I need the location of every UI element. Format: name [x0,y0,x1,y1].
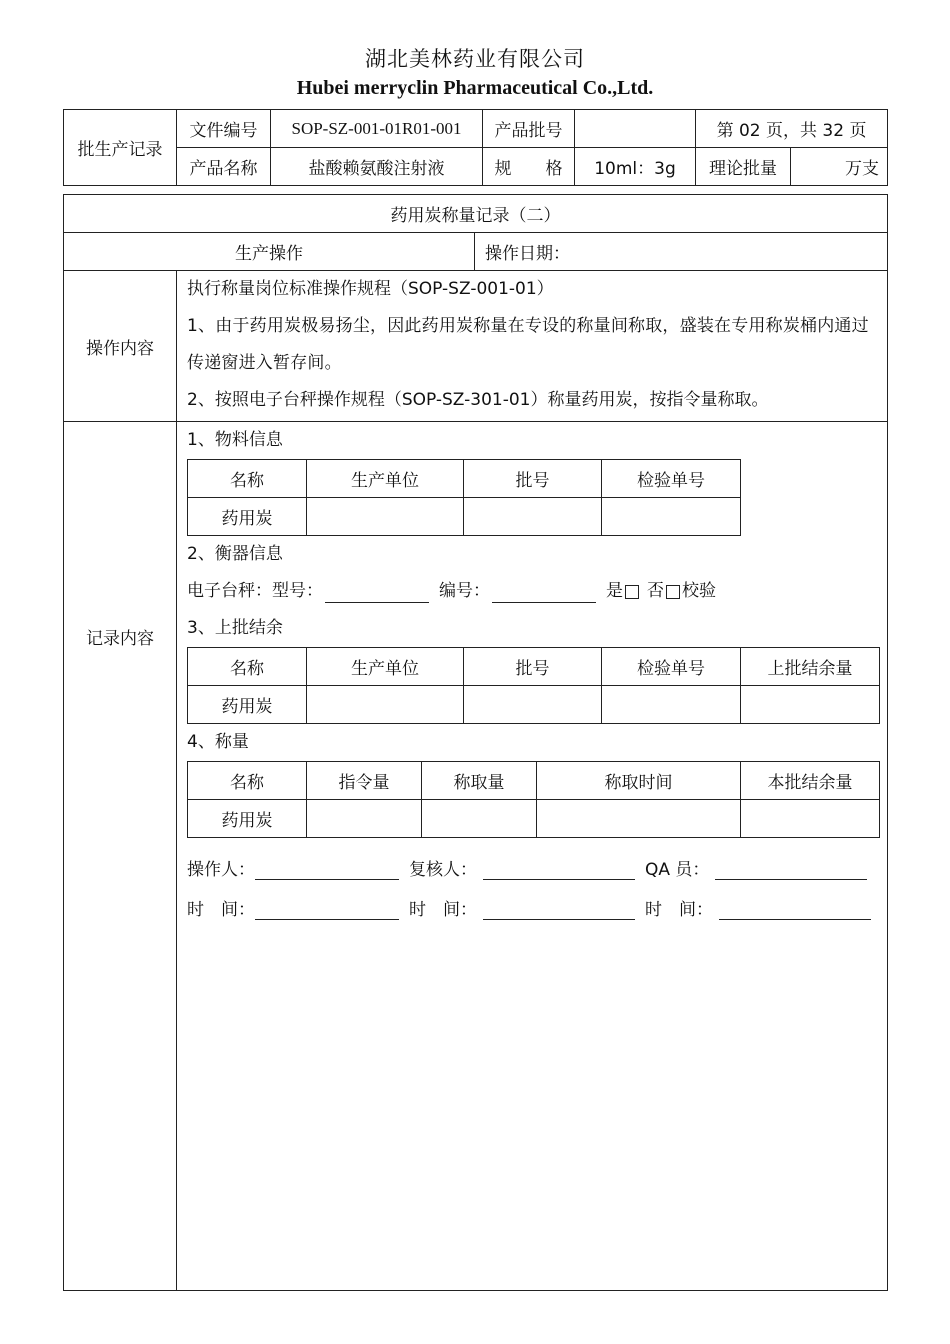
material-heading: 1、物料信息 [187,430,283,450]
material-name: 药用炭 [188,498,307,536]
weigh-time-cell[interactable] [537,800,741,838]
material-header-maker: 生产单位 [307,460,464,498]
spec-value: 10ml：3g [575,148,696,186]
weigh-name: 药用炭 [188,800,307,838]
company-name-en: Hubei merryclin Pharmaceutical Co.,Ltd. [296,77,654,99]
time-row [187,880,887,920]
previous-maker-cell[interactable] [307,686,464,724]
reviewer-blank[interactable] [483,857,635,880]
scale-heading: 2、衡器信息 [187,544,283,564]
op-date-field[interactable]: 操作日期： [475,233,888,271]
header-table [63,109,888,186]
signature-row [187,838,887,880]
scale-no-checkbox[interactable] [666,585,680,599]
op-content [177,271,888,422]
weigh-remain-cell[interactable] [741,800,880,838]
material-table [187,459,741,536]
previous-remain-cell[interactable] [741,686,880,724]
material-batch-cell[interactable] [464,498,602,536]
weigh-header-name: 名称 [188,762,307,800]
qa-label: QA 员： [645,860,710,880]
scale-no-label: 编号： [439,581,490,601]
operator-time-blank[interactable] [255,897,399,920]
theory-unit: 万支 [791,148,888,186]
weigh-header-order: 指令量 [307,762,422,800]
scale-no-option-label: 否 [647,581,664,601]
page-info: 第 02 页，共 32 页 [696,110,888,148]
scale-calib-label: 校验 [682,581,716,601]
production-op-label: 生产操作 [64,233,475,271]
weigh-heading: 4、称量 [187,732,249,752]
previous-batch-cell[interactable] [464,686,602,724]
previous-header-name: 名称 [188,648,307,686]
spec-label: 规 格 [483,148,575,186]
op-line-1: 1、由于药用炭极易扬尘，因此药用炭称量在专设的称量间称取，盛装在专用称炭桶内通过传递窗进入暂存间。 [187,316,869,373]
material-inspect-cell[interactable] [602,498,741,536]
material-header-name: 名称 [188,460,307,498]
weigh-header-time: 称取时间 [537,762,741,800]
reviewer-time-label: 时 间： [409,900,477,920]
op-line-2: 2、按照电子台秤操作规程（SOP-SZ-301-01）称量药用炭，按指令量称取。 [187,390,769,410]
batch-value[interactable] [575,110,696,148]
record-type-label: 批生产记录 [64,110,177,186]
op-content-label: 操作内容 [64,271,177,422]
previous-name: 药用炭 [188,686,307,724]
reviewer-time-blank[interactable] [483,897,635,920]
previous-header-remain: 上批结余量 [741,648,880,686]
operator-blank[interactable] [255,857,399,880]
material-maker-cell[interactable] [307,498,464,536]
operator-time-label: 时 间： [187,900,255,920]
material-header-batch: 批号 [464,460,602,498]
batch-label: 产品批号 [483,110,575,148]
doc-no-value: SOP-SZ-001-01R01-001 [271,110,483,148]
qa-time-label: 时 间： [645,900,713,920]
scale-yes-checkbox[interactable] [625,585,639,599]
qa-time-blank[interactable] [719,897,871,920]
scale-yes-label: 是 [606,581,623,601]
material-header-inspect: 检验单号 [602,460,741,498]
company-name-cn: 湖北美林药业有限公司 [365,47,585,71]
previous-header-batch: 批号 [464,648,602,686]
weigh-header-remain: 本批结余量 [741,762,880,800]
scale-model-label: 电子台秤：型号： [187,581,323,601]
doc-no-label: 文件编号 [177,110,271,148]
previous-inspect-cell[interactable] [602,686,741,724]
record-content-label: 记录内容 [64,422,177,1291]
qa-blank[interactable] [715,857,867,880]
op-line-0: 执行称量岗位标准操作规程（SOP-SZ-001-01） [187,279,554,299]
scale-no-blank[interactable] [492,580,596,603]
main-table [63,194,888,1291]
product-label: 产品名称 [177,148,271,186]
weigh-header-amount: 称取量 [422,762,537,800]
weigh-amount-cell[interactable] [422,800,537,838]
reviewer-label: 复核人： [409,860,477,880]
product-name: 盐酸赖氨酸注射液 [271,148,483,186]
previous-header-maker: 生产单位 [307,648,464,686]
scale-row [187,573,887,610]
theory-label: 理论批量 [696,148,791,186]
scale-model-blank[interactable] [325,580,429,603]
operator-label: 操作人： [187,860,255,880]
previous-table [187,647,880,724]
previous-header-inspect: 检验单号 [602,648,741,686]
weigh-order-cell[interactable] [307,800,422,838]
previous-heading: 3、上批结余 [187,618,283,638]
section-title: 药用炭称量记录（二） [64,195,888,233]
record-content [177,422,888,1291]
weigh-table [187,761,880,838]
